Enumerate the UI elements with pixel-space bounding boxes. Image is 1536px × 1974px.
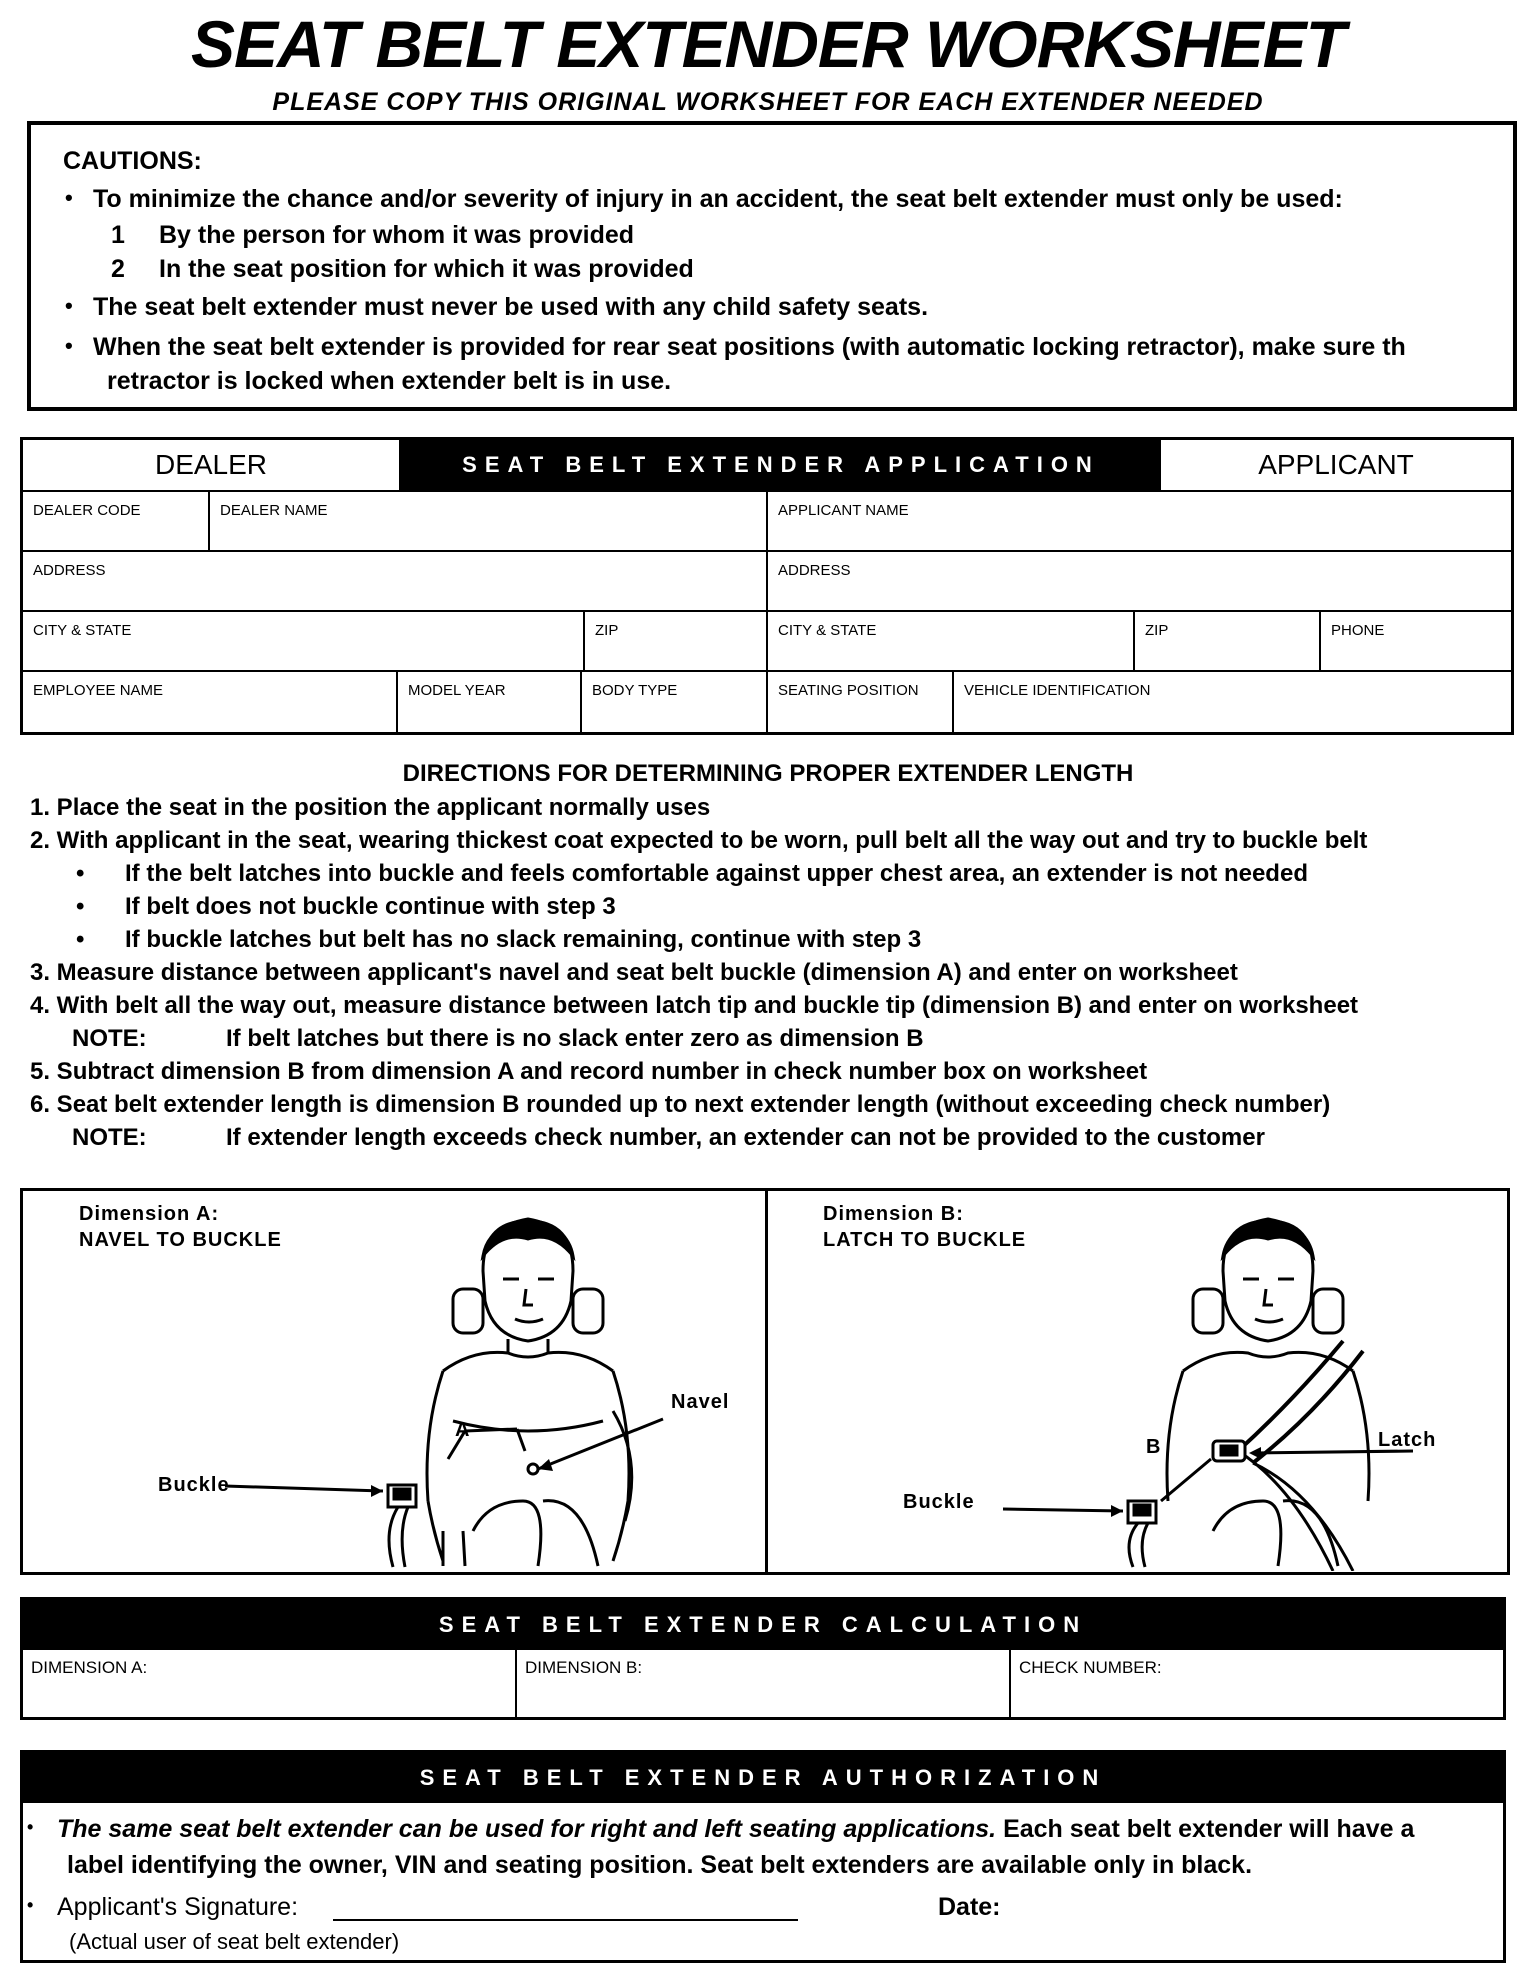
dealer-address-field[interactable] (23, 552, 768, 612)
applicant-name-field[interactable] (768, 492, 1511, 552)
figure-a-letter: A (455, 1419, 471, 1441)
figure-b-title: Dimension B: (823, 1203, 964, 1225)
calculation-box (20, 1597, 1506, 1720)
applicant-header: APPLICANT (1161, 440, 1511, 492)
caution-sub-1-text: By the person for whom it was provided (159, 221, 635, 249)
caution-line-2: The seat belt extender must never be used with any child safety seats. (93, 293, 929, 321)
direction-step-3: 3. Measure distance between applicant's navel and seat belt buckle (dimension A) and enter on worksheet (30, 959, 1238, 986)
applicant-city-state-field[interactable] (768, 612, 1135, 672)
page-subtitle: PLEASE COPY THIS ORIGINAL WORKSHEET FOR EACH EXTENDER NEEDED (272, 88, 1264, 116)
figure-b-subtitle: LATCH TO BUCKLE (823, 1229, 1027, 1251)
dealer-code-label: DEALER CODE (33, 502, 141, 519)
model-year-label: MODEL YEAR (408, 682, 506, 699)
directions-title: DIRECTIONS FOR DETERMINING PROPER EXTENDER LENGTH (402, 760, 1134, 787)
dimension-a-field[interactable] (23, 1650, 517, 1717)
latch-label: Latch (1378, 1429, 1437, 1451)
authorization-banner: SEAT BELT EXTENDER AUTHORIZATION (23, 1753, 1503, 1803)
authorization-regular-text: Each seat belt extender will have a (996, 1815, 1415, 1843)
bullet: • (27, 1895, 34, 1915)
date-label: Date: (938, 1893, 1001, 1921)
bullet: • (65, 185, 73, 210)
dealer-address-label: ADDRESS (33, 562, 106, 579)
navel-label: Navel (671, 1391, 730, 1413)
caution-sub-2-text: In the seat position for which it was provided (159, 255, 694, 283)
bullet: • (27, 1817, 34, 1837)
direction-step-5: 5. Subtract dimension B from dimension A and record number in check number box on worksheet (30, 1058, 1148, 1085)
dimension-a-label: DIMENSION A: (31, 1658, 148, 1677)
applicant-address-field[interactable] (768, 552, 1511, 612)
application-form (20, 437, 1514, 735)
dimension-b-field[interactable] (517, 1650, 1011, 1717)
page-title: SEAT BELT EXTENDER WORKSHEET (191, 7, 1345, 81)
authorization-text-2: label identifying the owner, VIN and seating position. Seat belt extenders are available only in black. (67, 1851, 1253, 1879)
cautions-box (27, 121, 1517, 411)
calculation-banner: SEAT BELT EXTENDER CALCULATION (23, 1600, 1503, 1650)
figure-a-illustration (143, 1201, 763, 1571)
vin-label: VEHICLE IDENTIFICATION (964, 682, 1151, 699)
figure-a-title: Dimension A: (79, 1203, 220, 1225)
dealer-city-state-label: CITY & STATE (33, 622, 132, 639)
seating-position-label: SEATING POSITION (778, 682, 919, 699)
dealer-city-state-field[interactable] (23, 612, 585, 672)
authorization-italic-text: The same seat belt extender can be used for right and left seating applications. (57, 1815, 997, 1843)
application-banner: SEAT BELT EXTENDER APPLICATION (401, 440, 1161, 492)
cautions-heading: CAUTIONS: (63, 147, 202, 175)
bullet: • (76, 893, 85, 920)
dealer-name-label: DEALER NAME (220, 502, 328, 519)
figure-b-letter: B (1146, 1436, 1162, 1458)
body-type-field[interactable] (582, 672, 768, 732)
dimension-figures (20, 1188, 1510, 1575)
applicant-city-state-label: CITY & STATE (778, 622, 877, 639)
applicant-zip-field[interactable] (1135, 612, 1321, 672)
caution-line-3b: retractor is locked when extender belt is in use. (107, 367, 672, 395)
direction-step-6: 6. Seat belt extender length is dimension B rounded up to next extender length (without exceeding check number) (30, 1091, 1331, 1118)
applicant-phone-field[interactable] (1321, 612, 1511, 672)
buckle-label-a: Buckle (158, 1474, 230, 1496)
caution-line-3a: When the seat belt extender is provided for rear seat positions (with automatic locking retractor), make sure th (93, 333, 1406, 361)
bullet: • (76, 926, 85, 953)
direction-step-2: 2. With applicant in the seat, wearing thickest coat expected to be worn, pull belt all the way out and try to buckle belt (30, 827, 1368, 854)
authorization-text-1 (57, 1815, 1414, 1844)
signature-label: Applicant's Signature: (57, 1893, 299, 1921)
caution-sub-1-num: 1 (111, 221, 125, 249)
figure-b-illustration (893, 1201, 1503, 1571)
applicant-name-label: APPLICANT NAME (778, 502, 909, 519)
caution-line-1: To minimize the chance and/or severity of injury in an accident, the seat belt extender must only be used: (93, 185, 1343, 213)
employee-name-field[interactable] (23, 672, 398, 732)
bullet: • (65, 293, 73, 318)
body-type-label: BODY TYPE (592, 682, 678, 699)
dealer-zip-field[interactable] (585, 612, 768, 672)
bullet: • (65, 333, 73, 358)
note-label: NOTE: (72, 1025, 147, 1052)
caution-sub-2-num: 2 (111, 255, 125, 283)
dealer-zip-label: ZIP (595, 622, 619, 639)
check-number-label: CHECK NUMBER: (1019, 1658, 1162, 1677)
dealer-header: DEALER (23, 440, 401, 492)
applicant-address-label: ADDRESS (778, 562, 851, 579)
direction-step-2-bullet-3: If buckle latches but belt has no slack remaining, continue with step 3 (125, 926, 922, 953)
phone-label: PHONE (1331, 622, 1385, 639)
signature-line[interactable] (333, 1919, 798, 1921)
direction-step-2-bullet-2: If belt does not buckle continue with step 3 (125, 893, 616, 920)
signature-note: (Actual user of seat belt extender) (69, 1929, 400, 1954)
note-label: NOTE: (72, 1124, 147, 1151)
vin-field[interactable] (954, 672, 1511, 732)
dimension-b-label: DIMENSION B: (525, 1658, 643, 1677)
check-number-field[interactable] (1011, 1650, 1503, 1717)
dealer-name-field[interactable] (210, 492, 768, 552)
dealer-code-field[interactable] (23, 492, 210, 552)
direction-step-4: 4. With belt all the way out, measure distance between latch tip and buckle tip (dimension B) and enter on worksheet (30, 992, 1359, 1019)
bullet: • (76, 860, 85, 887)
direction-step-1: 1. Place the seat in the position the applicant normally uses (30, 794, 711, 821)
figure-divider (765, 1191, 768, 1572)
buckle-label-b: Buckle (903, 1491, 975, 1513)
applicant-zip-label: ZIP (1145, 622, 1169, 639)
note-text: If extender length exceeds check number, an extender can not be provided to the customer (226, 1124, 1265, 1151)
direction-step-2-bullet-1: If the belt latches into buckle and feels comfortable against upper chest area, an extender is not needed (125, 860, 1308, 887)
note-text: If belt latches but there is no slack enter zero as dimension B (226, 1025, 924, 1052)
authorization-box (20, 1750, 1506, 1963)
figure-a-subtitle: NAVEL TO BUCKLE (79, 1229, 282, 1251)
employee-name-label: EMPLOYEE NAME (33, 682, 164, 699)
model-year-field[interactable] (398, 672, 582, 732)
seating-position-field[interactable] (768, 672, 954, 732)
